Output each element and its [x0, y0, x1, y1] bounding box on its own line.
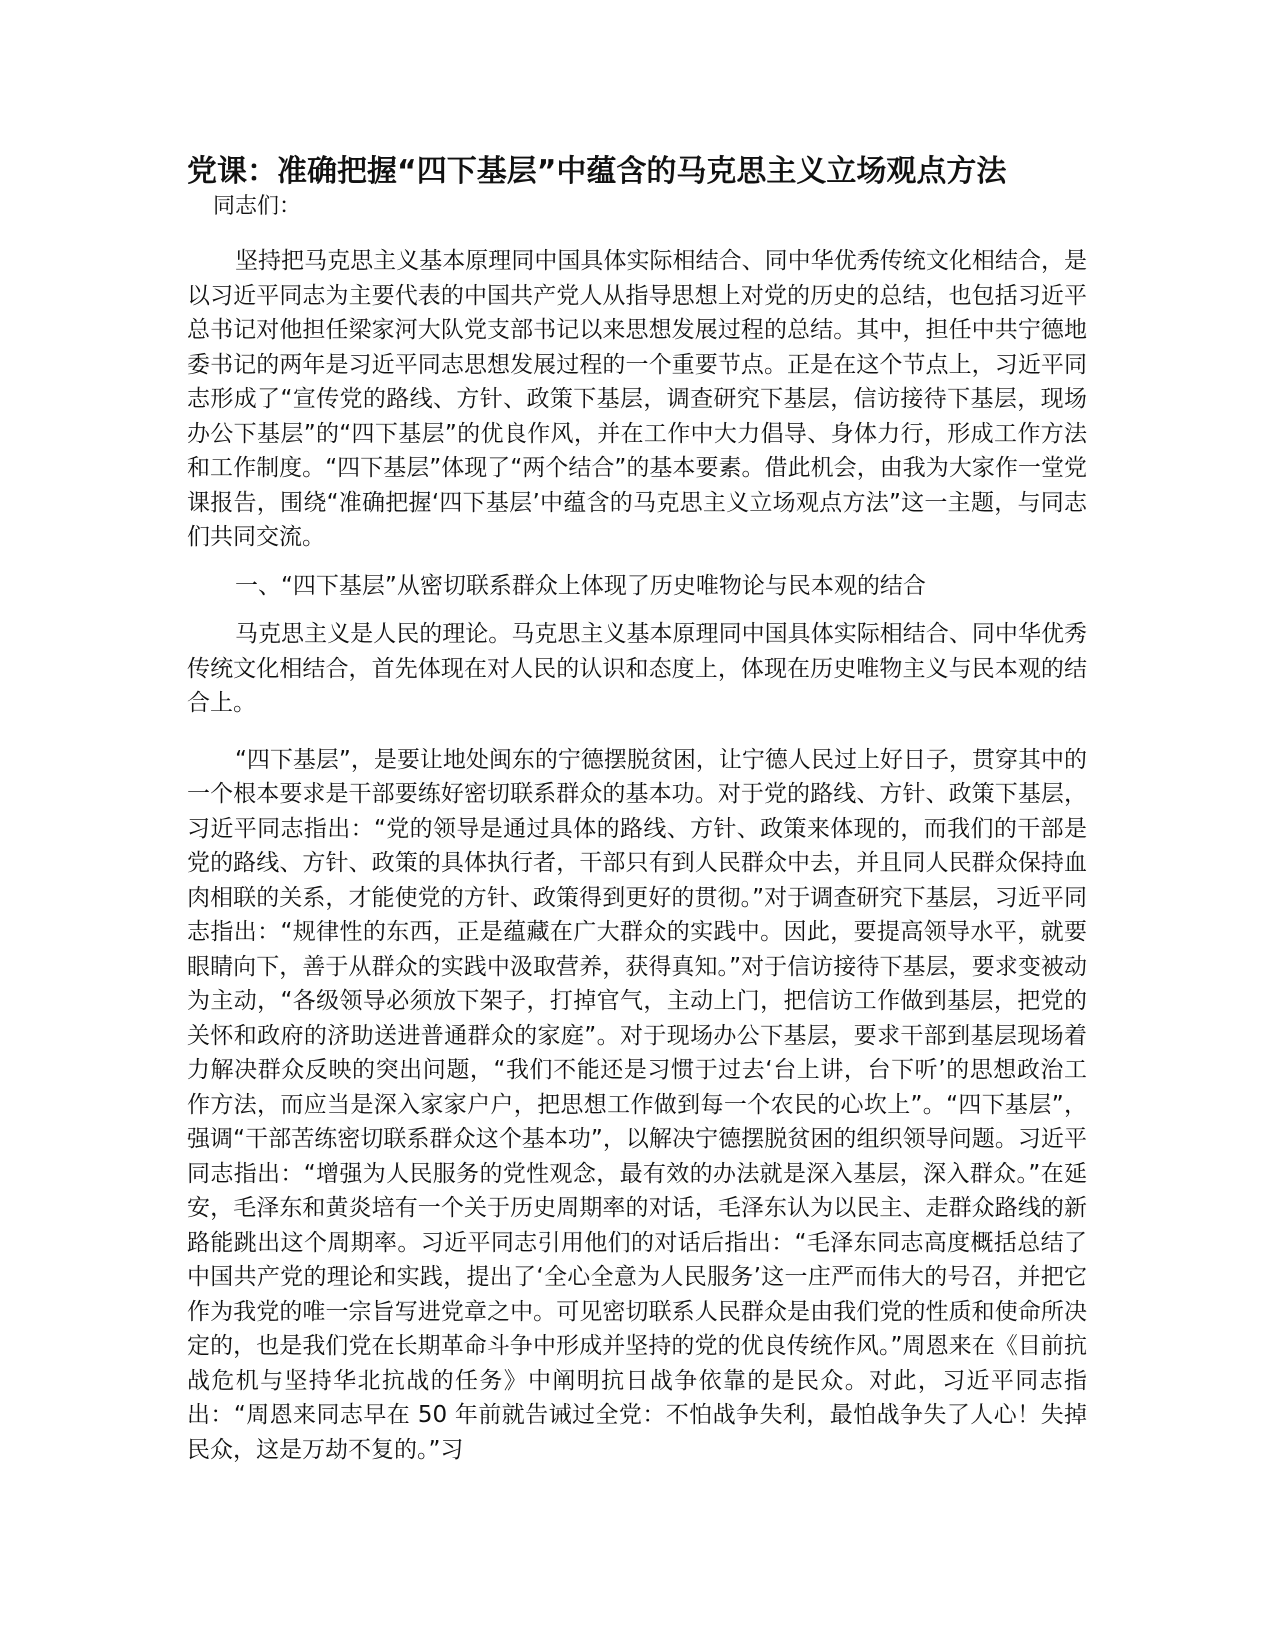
paragraph-marxism: 马克思主义是人民的理论。马克思主义基本原理同中国具体实际相结合、同中华优秀传统文化相结合，首先体现在对人民的认识和态度上，体现在历史唯物主义与民本观的结合上。	[187, 621, 1087, 716]
salutation: 同志们：	[213, 194, 302, 219]
section-heading-1: 一、“四下基层”从密切联系群众上体现了历史唯物论与民本观的结合	[235, 572, 926, 599]
document-title: 党课：准确把握“四下基层”中蕴含的马克思主义立场观点方法	[187, 154, 1007, 189]
paragraph-intro: 坚持把马克思主义基本原理同中国具体实际相结合、同中华优秀传统文化相结合，是以习近平同志为主要代表的中国共产党人从指导思想上对党的历史的总结，也包括习近平总书记对他担任梁家河大队党支部书记以来思想发展过程的总结。其中，担任中共宁德地委书记的两年是习近平同志思想发展过程的一个重要节点。正是在这个节点上，习近平同志形成了“宣传党的路线、方针、政策下基层，调查研究下基层，信访接待下基层，现场办公下基层”的“四下基层”的优良作风，并在工作中大力倡导、身体力行，形成工作方法和工作制度。“四下基层”体现了“两个结合”的基本要素。借此机会，由我为大家作一堂党课报告，围绕“准确把握‘四下基层’中蕴含的马克思主义立场观点方法”这一主题，与同志们共同交流。	[187, 248, 1087, 550]
paragraph-four-down: “四下基层”，是要让地处闽东的宁德摆脱贫困，让宁德人民过上好日子，贯穿其中的一个根本要求是干部要练好密切联系群众的基本功。对于党的路线、方针、政策下基层，习近平同志指出：“党的领导是通过具体的路线、方针、政策来体现的，而我们的干部是党的路线、方针、政策的具体执行者，干部只有到人民群众中去，并且同人民群众保持血肉相联的关系，才能使党的方针、政策得到更好的贯彻。”对于调查研究下基层，习近平同志指出：“规律性的东西，正是蕴藏在广大群众的实践中。因此，要提高领导水平，就要眼睛向下，善于从群众的实践中汲取营养，获得真知。”对于信访接待下基层，要求变被动为主动，“各级领导必须放下架子，打掉官气，主动上门，把信访工作做到基层，把党的关怀和政府的济助送进普通群众的家庭”。对于现场办公下基层，要求干部到基层现场着力解决群众反映的突出问题，“我们不能还是习惯于过去‘台上讲，台下听’的思想政治工作方法，而应当是深入家家户户，把思想工作做到每一个农民的心坎上”。“四下基层”，强调“干部苦练密切联系群众这个基本功”，以解决宁德摆脱贫困的组织领导问题。习近平同志指出：“增强为人民服务的党性观念，最有效的办法就是深入基层，深入群众。”在延安，毛泽东和黄炎培有一个关于历史周期率的对话，毛泽东认为以民主、走群众路线的新路能跳出这个周期率。习近平同志引用他们的对话后指出：“毛泽东同志高度概括总结了中国共产党的理论和实践，提出了‘全心全意为人民服务’这一庄严而伟大的号召，并把它作为我党的唯一宗旨写进党章之中。可见密切联系人民群众是由我们党的性质和使命所决定的，也是我们党在长期革命斗争中形成并坚持的党的优良传统作风。”周恩来在《目前抗战危机与坚持华北抗战的任务》中阐明抗日战争依靠的是民众。对此，习近平同志指出：“周恩来同志早在 50 年前就告诫过全党：不怕战争失利，最怕战争失了人心！失掉民众，这是万劫不复的。”习	[187, 746, 1087, 1463]
document-page	[187, 152, 1087, 1467]
